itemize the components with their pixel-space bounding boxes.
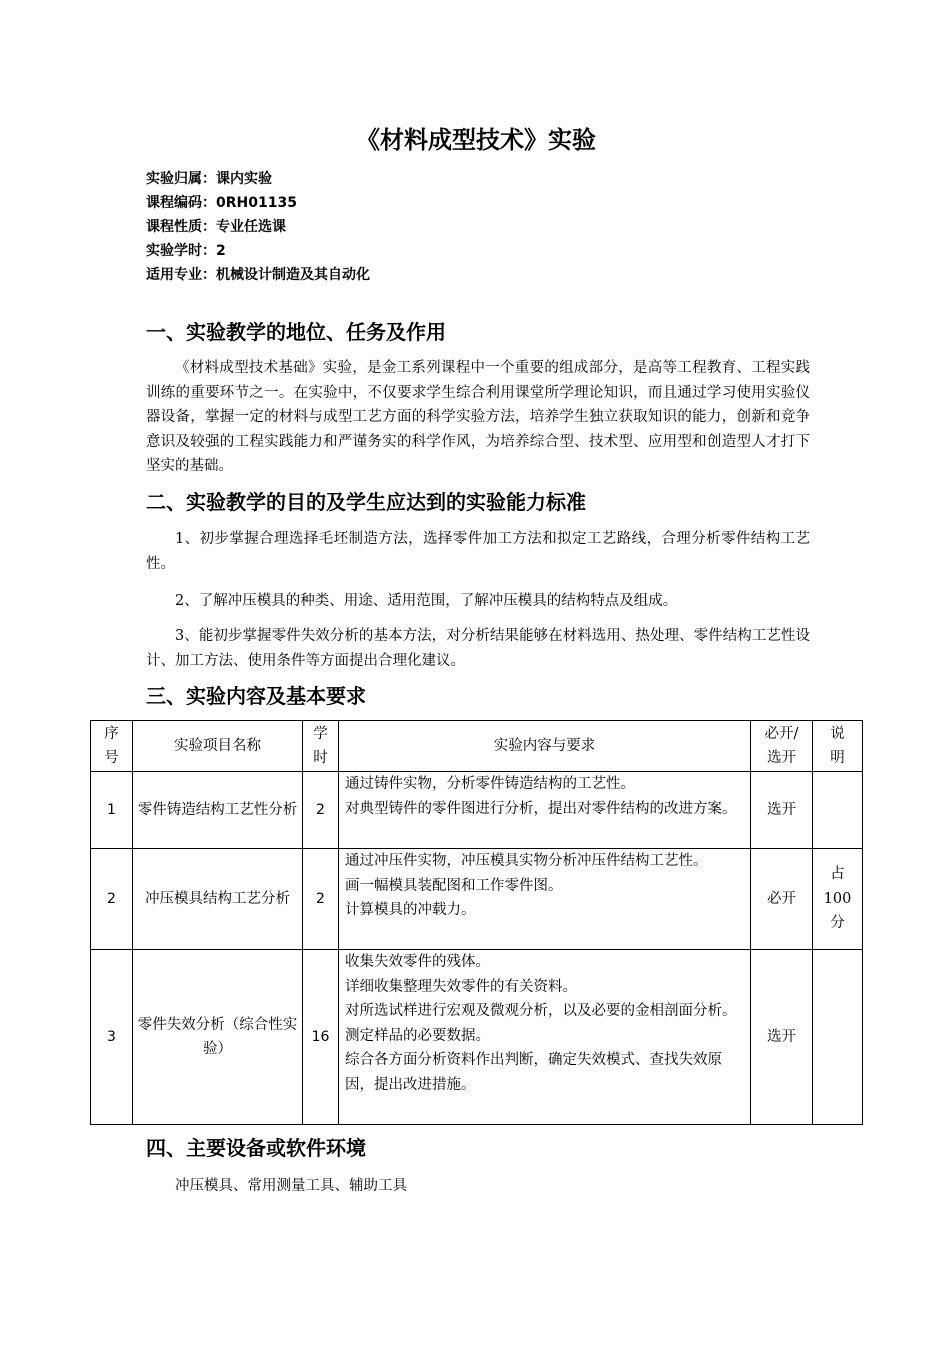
row-type: 选开 [751,772,813,849]
table-header-row [91,721,863,772]
section-3-heading: 三、实验内容及基本要求 [146,684,366,708]
section-1-heading: 一、实验教学的地位、任务及作用 [146,320,446,344]
header-name: 实验项目名称 [133,721,303,772]
row-type: 必开 [751,849,813,950]
row-name: 零件铸造结构工艺性分析 [133,772,303,849]
row-no: 3 [91,950,133,1125]
section-1-paragraph: 《材料成型技术基础》实验，是金工系列课程中一个重要的组成部分，是高等工程教育、工程实践训练的重要环节之一。在实验中，不仅要求学生综合利用课堂所学理论知识，而且通过学习使用实验仪器设备，掌握一定的材料与成型工艺方面的科学实验方法，培养学生独立获取知识的能力，创新和竞争意识及较强的工程实践能力和严谨务实的科学作风，为培养综合型、技术型、应用型和创造型人才打下坚实的基础。 [146,360,810,474]
table-row [91,950,863,1125]
row-note: 占100分 [813,849,863,950]
row-content: 通过铸件实物，分析零件铸造结构的工艺性。 对典型铸件的零件图进行分析，提出对零件结构的改进方案。 [339,772,751,849]
row-note [813,950,863,1125]
section-2-item-2: 2、了解冲压模具的种类、用途、适用范围，了解冲压模具的结构特点及组成。 [175,593,678,609]
meta-hours: 实验学时：2 [146,243,226,259]
experiment-table [90,720,863,1125]
table-row [91,772,863,849]
row-content: 收集失效零件的残体。 详细收集整理失效零件的有关资料。 对所选试样进行宏观及微观分析，以及必要的金相剖面分析。 测定样品的必要数据。 综合各方面分析资料作出判断，确定失效模式、查找失效原因，提出改进措施。 [339,950,751,1125]
section-2-item-3: 3、能初步掌握零件失效分析的基本方法，对分析结果能够在材料选用、热处理、零件结构工艺性设计、加工方法、使用条件等方面提出合理化建议。 [146,628,810,669]
row-name: 冲压模具结构工艺分析 [133,849,303,950]
meta-category: 实验归属：课内实验 [146,171,272,187]
row-hours: 16 [303,950,339,1125]
course-meta [146,167,370,287]
section-4-paragraph: 冲压模具、常用测量工具、辅助工具 [175,1178,407,1194]
row-hours: 2 [303,772,339,849]
section-4-heading: 四、主要设备或软件环境 [146,1136,366,1160]
header-content: 实验内容与要求 [339,721,751,772]
row-note [813,772,863,849]
table-row [91,849,863,950]
row-name: 零件失效分析（综合性实验） [133,950,303,1125]
row-type: 选开 [751,950,813,1125]
meta-course-code: 课程编码：0RH01135 [146,195,297,211]
header-hours: 学 时 [303,721,339,772]
meta-course-type: 课程性质：专业任选课 [146,219,286,235]
row-hours: 2 [303,849,339,950]
section-2-heading: 二、实验教学的目的及学生应达到的实验能力标准 [146,490,586,514]
section-2-item-1: 1、初步掌握合理选择毛坯制造方法，选择零件加工方法和拟定工艺路线，合理分析零件结构工艺性。 [146,531,810,572]
row-no: 2 [91,849,133,950]
header-no: 序 号 [91,721,133,772]
row-no: 1 [91,772,133,849]
header-note: 说 明 [813,721,863,772]
page-title: 《材料成型技术》实验 [356,126,596,154]
row-content: 通过冲压件实物，冲压模具实物分析冲压件结构工艺性。 画一幅模具装配图和工作零件图。 计算模具的冲载力。 [339,849,751,950]
header-type: 必开/ 选开 [751,721,813,772]
meta-major: 适用专业：机械设计制造及其自动化 [146,267,370,283]
